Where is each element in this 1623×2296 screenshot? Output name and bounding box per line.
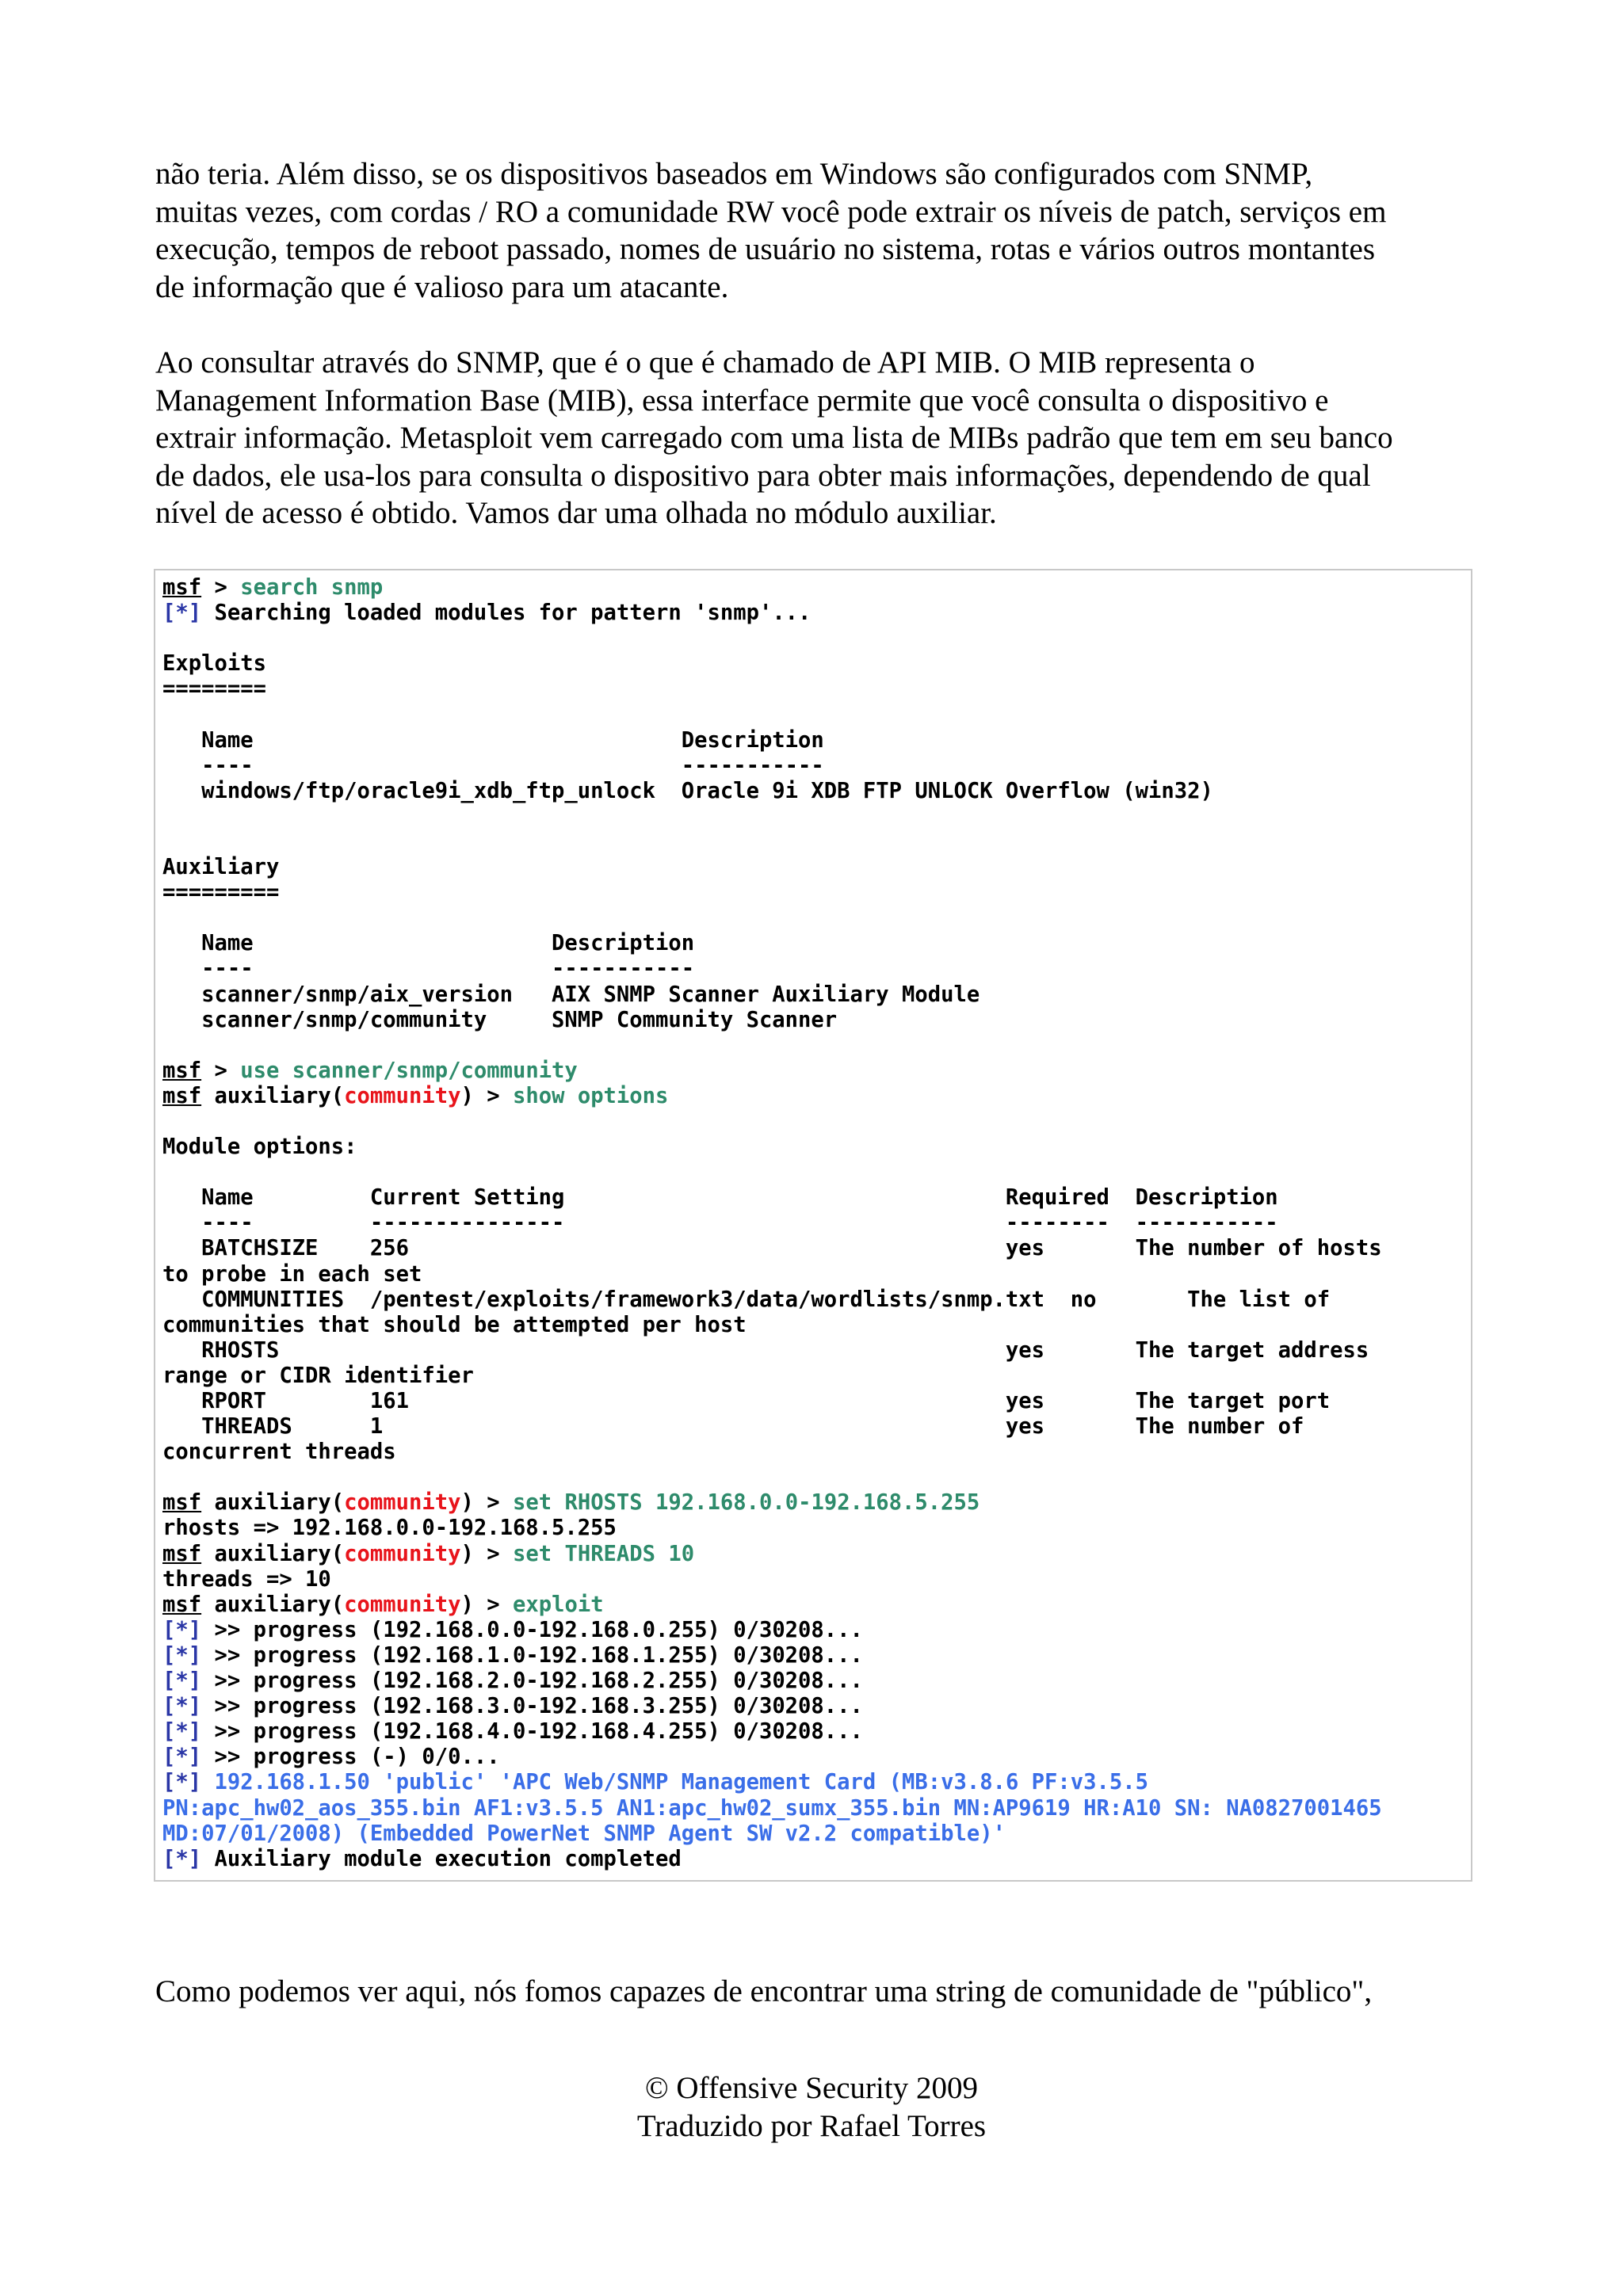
output-text: ---- --------------- -------- ----------- bbox=[162, 1211, 1278, 1236]
conclusion-paragraph bbox=[155, 1973, 1479, 2011]
prompt-msf: msf bbox=[162, 1592, 202, 1617]
output-text: to probe in each set bbox=[162, 1261, 422, 1287]
output-text: ---- ----------- bbox=[162, 753, 824, 778]
terminal-line bbox=[162, 1567, 1382, 1592]
terminal-line bbox=[162, 1821, 1382, 1847]
command-text: set THREADS 10 bbox=[512, 1541, 695, 1566]
paragraph-line: de dados, ele usa-los para consulta o dispositivo para obter mais informações, dependendo de qual bbox=[155, 458, 1371, 493]
paragraph-line: muitas vezes, com cordas / RO a comunidade RW você pode extrair os níveis de patch, serviços em bbox=[155, 194, 1387, 229]
prompt-module-name: community bbox=[344, 1592, 461, 1617]
prompt-aux-close: ) > bbox=[460, 1541, 513, 1566]
prompt-msf: msf bbox=[162, 1083, 202, 1108]
terminal-line bbox=[162, 1236, 1382, 1261]
status-star: [*] bbox=[162, 1694, 202, 1719]
prompt-aux-open: auxiliary( bbox=[201, 1083, 345, 1108]
result-text: MD:07/01/2008) (Embedded PowerNet SNMP Agent SW v2.2 compatible)' bbox=[162, 1821, 1006, 1846]
prompt-msf: msf bbox=[162, 1058, 202, 1083]
output-text: scanner/snmp/community SNMP Community Scanner bbox=[162, 1007, 838, 1032]
terminal-line bbox=[162, 1185, 1382, 1211]
output-text: >> progress (192.168.3.0-192.168.3.255) 0/30208... bbox=[201, 1694, 863, 1719]
paragraph-line: Ao consultar através do SNMP, que é o que é chamado de API MIB. O MIB representa o bbox=[155, 345, 1255, 379]
output-text: threads => 10 bbox=[162, 1566, 331, 1592]
output-text: >> progress (192.168.4.0-192.168.4.255) 0/30208... bbox=[201, 1719, 863, 1745]
footer-translator: Traduzido por Rafael Torres bbox=[636, 2109, 987, 2143]
status-star: [*] bbox=[162, 1642, 202, 1668]
terminal-line bbox=[162, 1338, 1382, 1363]
terminal-line bbox=[162, 1465, 1382, 1490]
terminal-line bbox=[162, 1414, 1382, 1440]
prompt-msf: msf bbox=[162, 575, 202, 600]
output-text: THREADS 1 yes The number of bbox=[162, 1414, 1304, 1440]
terminal-line bbox=[162, 1745, 1382, 1770]
terminal-line bbox=[162, 1058, 1382, 1084]
terminal-line bbox=[162, 1618, 1382, 1643]
terminal-line bbox=[162, 1313, 1382, 1338]
terminal-line bbox=[162, 1033, 1382, 1058]
prompt-aux-open: auxiliary( bbox=[201, 1541, 345, 1566]
terminal-output bbox=[162, 575, 1382, 1872]
output-text: Auxiliary bbox=[162, 855, 280, 880]
output-text: >> progress (192.168.2.0-192.168.2.255) 0/30208... bbox=[201, 1669, 863, 1694]
status-star: [*] bbox=[162, 1745, 202, 1770]
output-text: RPORT 161 yes The target port bbox=[162, 1389, 1331, 1413]
terminal-line bbox=[162, 1516, 1382, 1541]
terminal-line bbox=[162, 1211, 1382, 1236]
command-text: exploit bbox=[512, 1592, 604, 1617]
output-text: concurrent threads bbox=[162, 1440, 396, 1465]
terminal-line bbox=[162, 880, 1382, 906]
command-text: show options bbox=[512, 1083, 669, 1108]
status-star: [*] bbox=[162, 1770, 202, 1795]
terminal-line bbox=[162, 1490, 1382, 1516]
prompt-aux-close: ) > bbox=[460, 1592, 513, 1617]
prompt-aux-close: ) > bbox=[460, 1083, 513, 1108]
terminal-line bbox=[162, 702, 1382, 727]
output-text: Module options: bbox=[162, 1135, 357, 1160]
terminal-line bbox=[162, 677, 1382, 702]
status-star: [*] bbox=[162, 601, 202, 626]
result-text: PN:apc_hw02_aos_355.bin AF1:v3.5.5 AN1:apc_hw02_sumx_355.bin MN:AP9619 HR:A10 SN: NA0827001465 bbox=[162, 1795, 1382, 1821]
output-text: >> progress (192.168.0.0-192.168.0.255) 0/30208... bbox=[201, 1617, 863, 1642]
terminal-line bbox=[162, 1694, 1382, 1719]
output-text: BATCHSIZE 256 yes The number of hosts bbox=[162, 1236, 1382, 1261]
status-star: [*] bbox=[162, 1669, 202, 1694]
terminal-line bbox=[162, 830, 1382, 855]
terminal-line bbox=[162, 1643, 1382, 1669]
output-text: >> progress (192.168.1.0-192.168.1.255) 0/30208... bbox=[201, 1642, 863, 1668]
result-text: 192.168.1.50 'public' 'APC Web/SNMP Management Card (MB:v3.8.6 PF:v3.5.5 bbox=[201, 1770, 1148, 1795]
paragraph-line: não teria. Além disso, se os dispositivos baseados em Windows são configurados com SNMP, bbox=[155, 157, 1313, 191]
terminal-line bbox=[162, 651, 1382, 677]
terminal-line bbox=[162, 1440, 1382, 1465]
footer-copyright: © Offensive Security 2009 bbox=[645, 2071, 978, 2105]
output-text: communities that should be attempted per host bbox=[162, 1312, 747, 1337]
output-text: ======== bbox=[162, 677, 266, 702]
terminal-line bbox=[162, 1084, 1382, 1109]
output-text: Name Description bbox=[162, 727, 824, 753]
terminal-line bbox=[162, 1719, 1382, 1745]
terminal-line bbox=[162, 728, 1382, 753]
terminal-line bbox=[162, 804, 1382, 830]
output-text: Name Description bbox=[162, 931, 695, 956]
output-text: rhosts => 192.168.0.0-192.168.5.255 bbox=[162, 1516, 617, 1541]
terminal-line bbox=[162, 626, 1382, 651]
terminal-line bbox=[162, 1287, 1382, 1313]
prompt-aux-open: auxiliary( bbox=[201, 1490, 345, 1516]
paragraph-line: de informação que é valioso para um atacante. bbox=[155, 269, 729, 304]
prompt-arrow: > bbox=[201, 1058, 241, 1083]
prompt-module-name: community bbox=[344, 1541, 461, 1566]
terminal-line bbox=[162, 601, 1382, 626]
prompt-msf: msf bbox=[162, 1490, 202, 1516]
paragraph-line: execução, tempos de reboot passado, nomes de usuário no sistema, rotas e vários outros montantes bbox=[155, 232, 1376, 266]
terminal-line bbox=[162, 931, 1382, 956]
output-text: ---- ----------- bbox=[162, 956, 695, 982]
terminal-line bbox=[162, 1363, 1382, 1389]
prompt-module-name: community bbox=[344, 1490, 461, 1516]
terminal-line bbox=[162, 753, 1382, 779]
prompt-arrow: > bbox=[201, 575, 241, 600]
prompt-msf: msf bbox=[162, 1541, 202, 1566]
terminal-line bbox=[162, 779, 1382, 804]
intro-paragraph bbox=[155, 155, 1479, 306]
terminal-line bbox=[162, 906, 1382, 931]
status-star: [*] bbox=[162, 1617, 202, 1642]
prompt-aux-close: ) > bbox=[460, 1490, 513, 1516]
prompt-aux-open: auxiliary( bbox=[201, 1592, 345, 1617]
paragraph-line: Management Information Base (MIB), essa interface permite que você consulta o dispositivo e bbox=[155, 383, 1329, 418]
output-text: Exploits bbox=[162, 651, 266, 677]
output-text: range or CIDR identifier bbox=[162, 1363, 474, 1388]
terminal-line bbox=[162, 956, 1382, 982]
terminal-line bbox=[162, 1262, 1382, 1287]
mib-paragraph bbox=[155, 344, 1479, 532]
prompt-module-name: community bbox=[344, 1083, 461, 1108]
status-star: [*] bbox=[162, 1846, 202, 1871]
terminal-line bbox=[162, 1847, 1382, 1872]
terminal-line bbox=[162, 1592, 1382, 1618]
output-text: Name Current Setting Required Description bbox=[162, 1185, 1278, 1211]
output-text: Auxiliary module execution completed bbox=[201, 1846, 682, 1871]
command-text: use scanner/snmp/community bbox=[240, 1058, 578, 1083]
terminal-line bbox=[162, 1389, 1382, 1414]
output-text: scanner/snmp/aix_version AIX SNMP Scanner Auxiliary Module bbox=[162, 982, 980, 1007]
terminal-line bbox=[162, 1796, 1382, 1821]
terminal-line bbox=[162, 1669, 1382, 1694]
terminal-line bbox=[162, 982, 1382, 1008]
terminal-line bbox=[162, 1160, 1382, 1185]
command-text: search snmp bbox=[240, 575, 384, 600]
terminal-line bbox=[162, 1542, 1382, 1567]
status-star: [*] bbox=[162, 1719, 202, 1745]
output-text: Searching loaded modules for pattern 'snmp'... bbox=[201, 601, 812, 626]
terminal-line bbox=[162, 575, 1382, 601]
command-text: set RHOSTS 192.168.0.0-192.168.5.255 bbox=[512, 1490, 980, 1516]
terminal-line bbox=[162, 1135, 1382, 1160]
output-text: COMMUNITIES /pentest/exploits/framework3/data/wordlists/snmp.txt no The list of bbox=[162, 1287, 1331, 1312]
terminal-line bbox=[162, 855, 1382, 880]
paragraph-line: Como podemos ver aqui, nós fomos capazes de encontrar uma string de comunidade de "público", bbox=[155, 1974, 1373, 2008]
paragraph-line: extrair informação. Metasploit vem carregado com uma lista de MIBs padrão que tem em seu banco bbox=[155, 421, 1393, 455]
output-text: ========= bbox=[162, 880, 280, 906]
output-text: RHOSTS yes The target address bbox=[162, 1337, 1369, 1363]
paragraph-line: nível de acesso é obtido. Vamos dar uma olhada no módulo auxiliar. bbox=[155, 496, 997, 530]
terminal-line bbox=[162, 1109, 1382, 1135]
terminal-line bbox=[162, 1770, 1382, 1795]
output-text: >> progress (-) 0/0... bbox=[201, 1745, 500, 1770]
output-text: windows/ftp/oracle9i_xdb_ftp_unlock Oracle 9i XDB FTP UNLOCK Overflow (win32) bbox=[162, 778, 1213, 803]
terminal-line bbox=[162, 1008, 1382, 1033]
